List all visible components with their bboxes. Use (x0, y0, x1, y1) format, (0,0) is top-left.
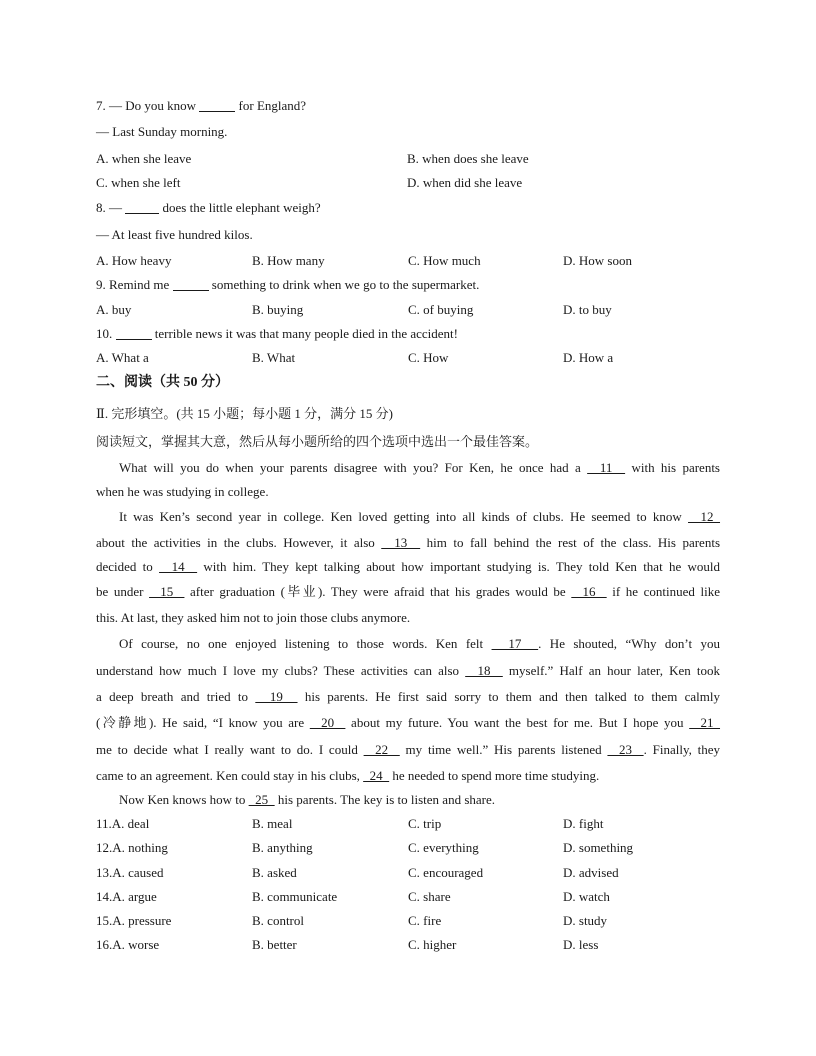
answer-blank (199, 98, 235, 112)
passage-text: What will you do when your parents disagree with you? For Ken, he once had a (119, 460, 588, 475)
option-14-d: D. watch (563, 889, 610, 904)
option-16-b: B. better (252, 937, 297, 952)
blank-21: 21 (689, 715, 721, 730)
question-10-stem (96, 326, 458, 342)
passage-text: It was Ken’s second year in college. Ken loved getting into all kinds of clubs. He seemed to know (119, 509, 689, 524)
question-9-option-c: C. of buying (408, 302, 474, 317)
passage-line (96, 460, 720, 476)
passage-line (96, 742, 720, 758)
option-13-b: B. asked (252, 865, 297, 880)
option-12-b: B. anything (252, 840, 313, 855)
section-subtitle: Ⅱ. 完形填空。(共 15 小题；每小题 1 分，满分 15 分) (96, 406, 393, 421)
blank-11: 11 (587, 460, 626, 475)
option-13-c: C. encouraged (408, 865, 484, 880)
option-11-a: 11.A. deal (96, 816, 150, 831)
passage-text: his parents. He first said sorry to them and then talked to them calmly (297, 689, 720, 704)
option-16-a: 16.A. worse (96, 937, 160, 952)
section-instruction: 阅读短文，掌握其大意，然后从每小题所给的四个选项中选出一个最佳答案。 (96, 434, 539, 449)
question-8-option-d: D. How soon (563, 253, 632, 268)
option-12-a: 12.A. nothing (96, 840, 168, 855)
option-11-d: D. fight (563, 816, 604, 831)
question-10-option-a: A. What a (96, 350, 149, 365)
passage-text: with him. They kept talking about how important studying is. They told Ken that he would (197, 559, 720, 574)
blank-23: 23 (607, 742, 644, 757)
question-7-text-before: 7. — Do you know (96, 98, 200, 113)
question-9-option-d: D. to buy (563, 302, 612, 317)
passage-line: when he was studying in college. (96, 484, 269, 499)
option-13-d: D. advised (563, 865, 619, 880)
blank-16: 16 (571, 584, 607, 599)
section-title: 二、阅读（共 50 分） (96, 375, 229, 390)
blank-17: 17 (491, 636, 539, 651)
question-8-stem (96, 200, 321, 216)
passage-line (96, 636, 720, 652)
question-7-stem (96, 98, 306, 114)
option-15-c: C. fire (408, 913, 442, 928)
question-8-option-c: C. How much (408, 253, 481, 268)
answer-blank (173, 277, 209, 291)
answer-blank (116, 326, 152, 340)
passage-text: he needed to spend more time studying. (389, 768, 600, 783)
passage-text: about my future. You want the best for me. But I hope you (345, 715, 690, 730)
answer-blank (125, 200, 159, 214)
passage-text: (冷静地). He said, “I know you are (96, 715, 310, 730)
blank-25: 25 (248, 792, 275, 807)
question-10-option-d: D. How a (563, 350, 614, 365)
option-16-c: C. higher (408, 937, 457, 952)
blank-20: 20 (309, 715, 346, 730)
question-8-text-before: 8. — (96, 200, 126, 215)
question-7-option-c: C. when she left (96, 175, 181, 190)
question-10-text-before: 10. (96, 326, 116, 341)
question-10-option-b: B. What (252, 350, 296, 365)
question-9-text-before: 9. Remind me (96, 277, 173, 292)
blank-18: 18 (465, 663, 503, 678)
passage-paragraph-3 (96, 636, 720, 784)
passage-line (96, 768, 720, 784)
option-15-b: B. control (252, 913, 304, 928)
passage-text: after graduation (毕业). They were afraid that his grades would be (184, 584, 572, 599)
passage-line (96, 535, 720, 551)
option-15-d: D. study (563, 913, 608, 928)
option-14-b: B. communicate (252, 889, 338, 904)
passage-text: my time well.” His parents listened (399, 742, 608, 757)
option-11-b: B. meal (252, 816, 293, 831)
passage-text: a deep breath and tried to (96, 689, 256, 704)
blank-22: 22 (363, 742, 400, 757)
question-9-option-b: B. buying (252, 302, 304, 317)
question-7-response: — Last Sunday morning. (96, 124, 228, 139)
question-7-option-a: A. when she leave (96, 151, 192, 166)
option-12-d: D. something (563, 840, 634, 855)
question-7-option-b: B. when does she leave (407, 151, 529, 166)
passage-text: with his parents (625, 460, 720, 475)
passage-paragraph-4 (96, 792, 720, 808)
blank-14: 14 (159, 559, 198, 574)
option-13-a: 13.A. caused (96, 865, 164, 880)
passage-line (96, 509, 720, 525)
passage-text: if he continued like (606, 584, 721, 599)
option-12-c: C. everything (408, 840, 479, 855)
blank-24: 24 (363, 768, 390, 783)
passage-text: me to decide what I really want to do. I could (96, 742, 364, 757)
passage-line (96, 715, 720, 731)
blank-13: 13 (381, 535, 421, 550)
blank-15: 15 (149, 584, 185, 599)
question-10-option-c: C. How (408, 350, 449, 365)
passage-paragraph-1 (96, 460, 720, 500)
option-15-a: 15.A. pressure (96, 913, 172, 928)
passage-line: this. At last, they asked him not to join those clubs anymore. (96, 610, 411, 625)
passage-text: Of course, no one enjoyed listening to those words. Ken felt (119, 636, 492, 651)
passage-text: myself.” Half an hour later, Ken took (502, 663, 721, 678)
question-8-option-b: B. How many (252, 253, 325, 268)
question-9-stem (96, 277, 479, 293)
passage-text: his parents. The key is to listen and share. (274, 792, 495, 807)
passage-text: be under (96, 584, 150, 599)
option-11-c: C. trip (408, 816, 442, 831)
passage-text: decided to (96, 559, 160, 574)
passage-line (96, 792, 720, 808)
question-7-option-d: D. when did she leave (407, 175, 523, 190)
passage-line (96, 663, 720, 679)
passage-text: about the activities in the clubs. However, it also (96, 535, 382, 550)
question-9-text-after: something to drink when we go to the supermarket. (208, 277, 480, 292)
question-8-text-after: does the little elephant weigh? (159, 200, 321, 215)
option-16-d: D. less (563, 937, 599, 952)
passage-text: . He shouted, “Why don’t you (538, 636, 720, 651)
option-14-c: C. share (408, 889, 451, 904)
option-14-a: 14.A. argue (96, 889, 157, 904)
blank-12: 12 (688, 509, 721, 524)
passage-line (96, 584, 720, 600)
blank-19: 19 (255, 689, 298, 704)
question-8-response: — At least five hundred kilos. (96, 227, 253, 242)
question-9-option-a: A. buy (96, 302, 132, 317)
passage-text: came to an agreement. Ken could stay in his clubs, (96, 768, 364, 783)
question-10-text-after: terrible news it was that many people died in the accident! (151, 326, 458, 341)
passage-paragraph-2 (96, 509, 720, 626)
passage-line (96, 689, 720, 705)
question-7-text-after: for England? (235, 98, 307, 113)
passage-text: him to fall behind the rest of the class. His parents (420, 535, 721, 550)
passage-text: Now Ken knows how to (119, 792, 249, 807)
passage-text: . Finally, they (643, 742, 721, 757)
passage-text: understand how much I love my clubs? These activities can also (96, 663, 466, 678)
question-8-option-a: A. How heavy (96, 253, 172, 268)
passage-line (96, 559, 720, 575)
